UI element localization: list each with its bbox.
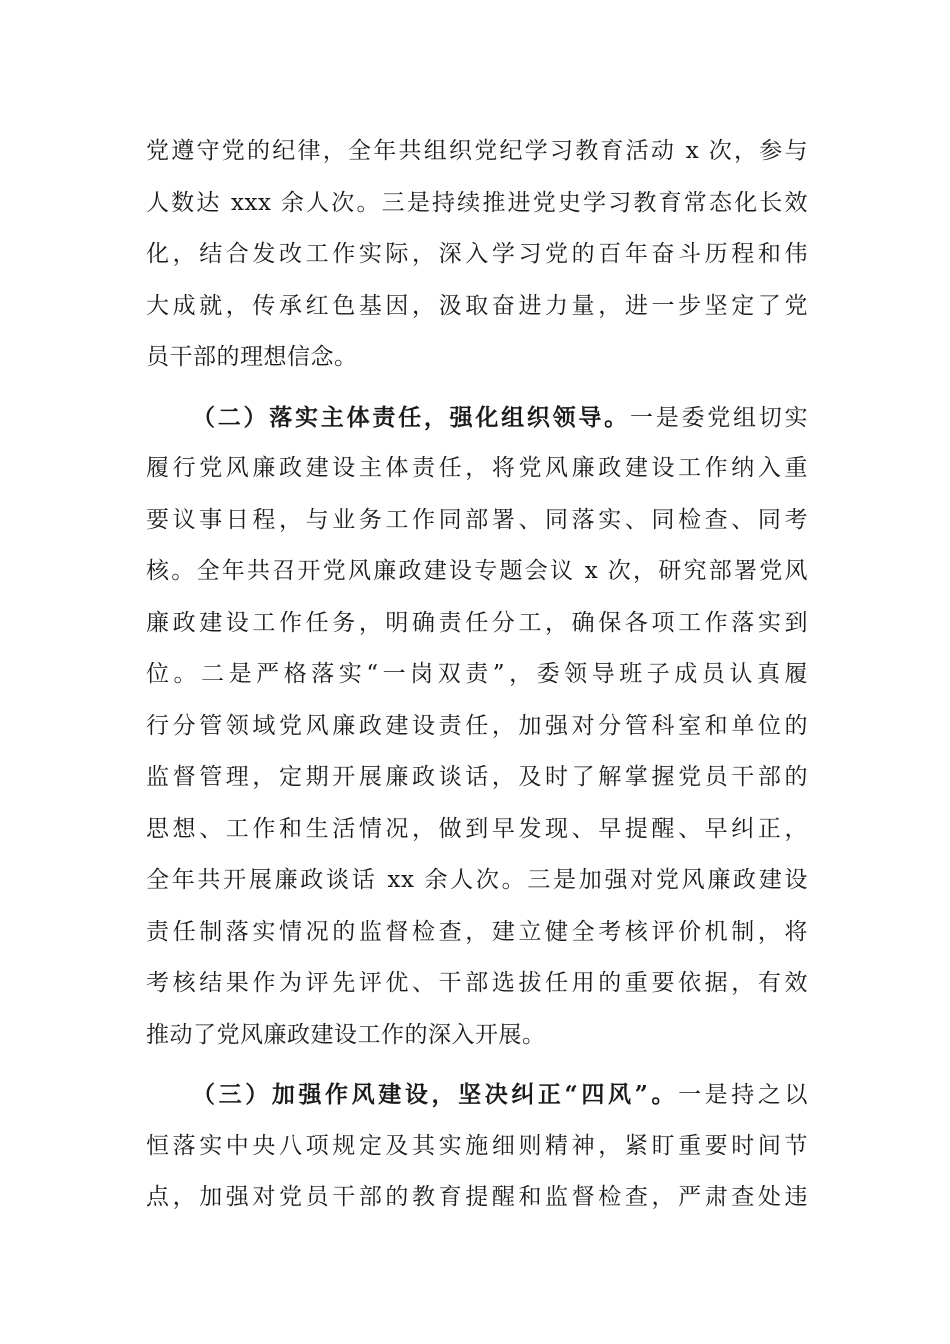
heading-followup-text: 一是委党组切实	[629, 404, 809, 431]
paragraph-line: 人数达 xxx 余人次。三是持续推进党史学习教育常态化长效	[146, 189, 808, 216]
document-page	[146, 126, 808, 1224]
paragraph-line: 点，加强对党员干部的教育提醒和监督检查，严肃查处违	[146, 1184, 808, 1210]
section-heading: （二）落实主体责任，强化组织领导。	[192, 403, 630, 431]
paragraph-line: 考核结果作为评先评优、干部选拔任用的重要依据，有效	[146, 970, 808, 996]
paragraph-line: 思想、工作和生活情况，做到早发现、早提醒、早纠正，	[146, 815, 808, 842]
paragraph-line: 履行党风廉政建设主体责任，将党风廉政建设工作纳入重	[146, 455, 808, 481]
paragraph-line: 要议事日程，与业务工作同部署、同落实、同检查、同考	[146, 506, 808, 533]
paragraph-line: 责任制落实情况的监督检查，建立健全考核评价机制，将	[146, 918, 808, 945]
paragraph-line: 员干部的理想信念。	[146, 344, 358, 370]
paragraph-first-line	[146, 1069, 808, 1121]
heading-followup-text: 一是持之以	[678, 1082, 809, 1108]
paragraph-line: 恒落实中央八项规定及其实施细则精神，紧盯重要时间节	[146, 1132, 808, 1159]
paragraph-3	[146, 1069, 808, 1224]
paragraph-1	[146, 126, 808, 384]
paragraph-line: 位。二是严格落实“一岗双责”，委领导班子成员认真履	[146, 661, 808, 687]
section-heading: （三）加强作风建设，坚决纠正“四风”。	[192, 1081, 679, 1108]
paragraph-line: 廉政建设工作任务，明确责任分工，确保各项工作落实到	[146, 609, 808, 636]
paragraph-line: 推动了党风廉政建设工作的深入开展。	[146, 1021, 546, 1048]
paragraph-line: 核。全年共召开党风廉政建设专题会议 x 次，研究部署党风	[146, 558, 808, 584]
paragraph-line: 大成就，传承红色基因，汲取奋进力量，进一步坚定了党	[146, 292, 808, 319]
paragraph-first-line	[146, 392, 808, 444]
paragraph-line: 全年共开展廉政谈话 xx 余人次。三是加强对党风廉政建设	[146, 867, 808, 893]
paragraph-line: 化，结合发改工作实际，深入学习党的百年奋斗历程和伟	[146, 241, 808, 267]
paragraph-line: 党遵守党的纪律，全年共组织党纪学习教育活动 x 次，参与	[146, 138, 808, 164]
paragraph-line: 监督管理，定期开展廉政谈话，及时了解掌握党员干部的	[146, 764, 808, 790]
paragraph-line: 行分管领域党风廉政建设责任，加强对分管科室和单位的	[146, 712, 808, 739]
paragraph-2	[146, 392, 808, 1062]
